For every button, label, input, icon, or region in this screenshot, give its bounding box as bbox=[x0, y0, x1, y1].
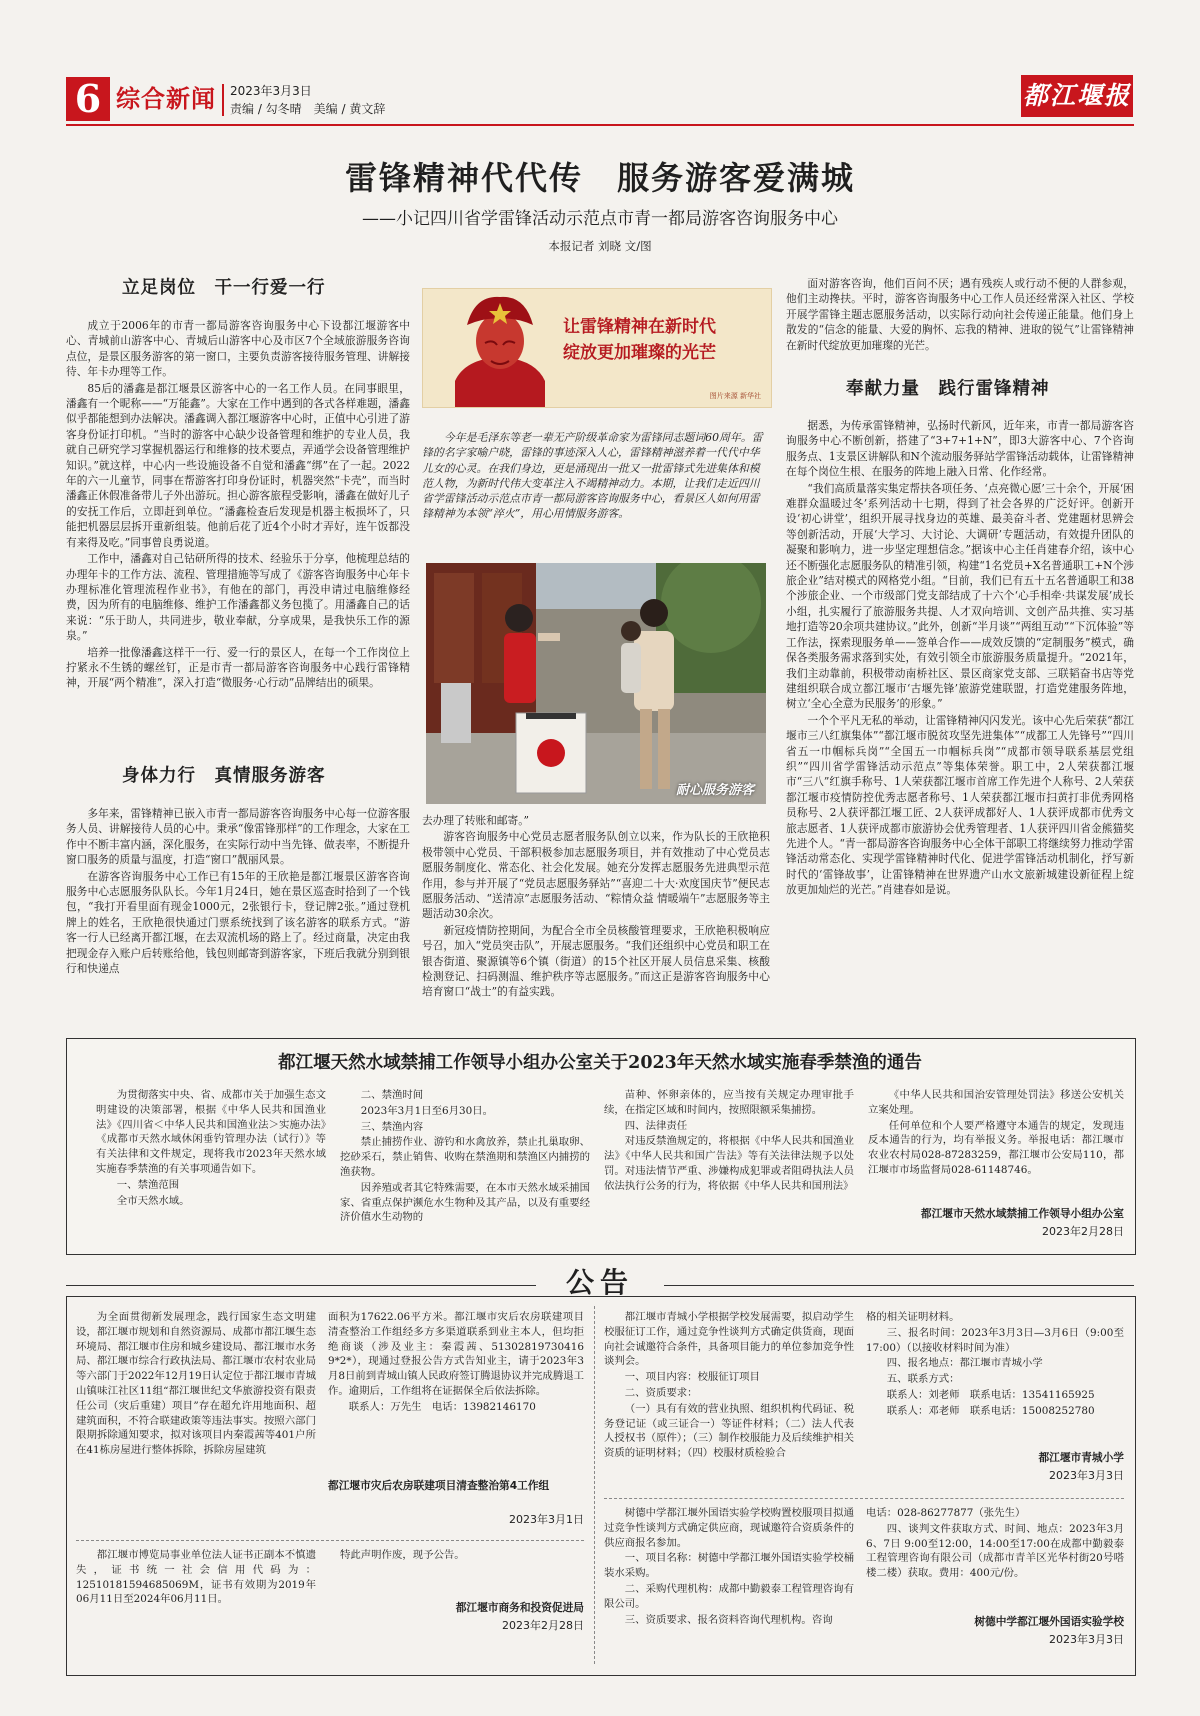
gonggao-block2-text bbox=[76, 1548, 316, 1608]
notice-col-3 bbox=[604, 1088, 854, 1195]
paragraph: 一个个平凡无私的举动，让雷锋精神闪闪发光。该中心先后荣获“都江堰市三八红旗集体”“都江堰市脱贫攻坚先进集体”“成都工人先锋号”“四川省五一巾帼标兵岗”“全国五一巾帼标兵岗”“成都市领导联系基层党组织”“四川省学雷锋活动示范点”等集体荣誉。职工中，2人荣获都江堰市“三八”红旗手称号、1人荣获都江堰市首席工作先进个人称号、2人荣获都江堰市疫情防控优秀志愿者称号、1人荣获都江堰市扫黄打非优秀网格员称号、2人获评都江堰工匠、2人获评成都好人、1人获评成都市优秀文旅志愿者、1人获评成都市旅游协会优秀管理者、1人获评四川省金熊猫奖先进个人。“青一都局游客咨询服务中心全体干部职工将继续努力推动学雷锋活动常态化、实现学雷锋精神时代化、促进学雷锋活动机制化，抒写新时代的‘雷锋故事’，让雷锋精神在世界遗产山水文旅新城建设新征程上绽放更加灿烂的光芒。”肖建春如是说。 bbox=[786, 713, 1134, 897]
paragraph: 三、资质要求、报名资料咨询代理机构。咨询 bbox=[624, 1613, 833, 1626]
gonggao-block4-col1 bbox=[604, 1506, 854, 1628]
gonggao-block4-col2 bbox=[866, 1506, 1124, 1582]
paragraph: 多年来，雷锋精神已嵌入市青一都局游客咨询服务中心每一位游客服务人员、讲解接待人员的心中。秉承“像雷锋那样”的工作理念，大家在工作中不断丰富内涵，深化服务，在实际行动中当先锋、做表率，不断提升窗口服务的质量与温度，打造“窗口”靓丽风景。 bbox=[66, 807, 410, 867]
notice-signature: 都江堰市天然水域禁捕工作领导小组办公室 bbox=[920, 1207, 1124, 1220]
middle-column-body bbox=[422, 813, 770, 1001]
paragraph: 四、谈判文件获取方式、时间、地点：2023年3月6、7日 9:00至12:00，14:00至17:00在成都中勤毅泰工程管理咨询有限公司（成都市青羊区光华村街20号嗒楼二楼）获取。费用：400元/份。 bbox=[866, 1522, 1124, 1580]
paragraph: 任何单位和个人要严格遵守本通告的规定，发现违反本通告的行为，均有举报义务。举报电话：都江堰市农业农村局028-87283259，都江堰市公安局110，都江堰市市场监督局028-61148746。 bbox=[868, 1119, 1124, 1176]
section-heading-3: 奉献力量 践行雷锋精神 bbox=[846, 379, 1050, 399]
banner-credit: 图片来源 新华社 bbox=[709, 392, 761, 400]
lei-feng-banner bbox=[422, 288, 772, 408]
paragraph: 85后的潘鑫是都江堰景区游客中心的一名工作人员。在同事眼里，潘鑫有一个昵称——“万能鑫”。大家在工作中遇到的各式各样难题，潘鑫似乎都能想到办法解决。潘鑫调入都江堰游客中心时，正值中心引进了游客身份证打印机。“当时的游客中心缺少设备管理和维护的专业人员，我就自己研究学习掌握机器运行和维修的技术要点，弄通学会设备管理维护知识。”就这样，中心内一些设施设备不自觉和潘鑫“绑”在了一起。2022年的六一儿童节，同事在帮游客打印身份证时，机器突然“卡壳”，而当时潘鑫正休假准备带儿子外出游玩。担心游客旅程受影响，潘鑫在做好儿子的安抚工作后，立即赶到单位。“潘鑫检查后发现是机器主板损坏了，只能把机器层层拆开重新组装。他前后花了近4个小时才弄好，连午饭都没有来得及吃。”同事曾良勇说道。 bbox=[66, 381, 410, 549]
header-rule bbox=[66, 124, 1134, 126]
paragraph: 在游客咨询服务中心工作已有15年的王欣艳是都江堰景区游客咨询服务中心志愿服务队队长。今年1月24日，她在景区巡查时拾到了一个钱包，“我打开看里面有现金1000元，2张银行卡，登记牌2张。”通过登机牌上的姓名，王欣艳很快通过门票系统找到了该名游客的联系方式。“游客一行人已经离开都江堰，在去双流机场的路上了。经过商量，决定由我把现金存入账户后转账给他，钱包则邮寄到游客家，下班后我就分别到银行和快递点 bbox=[66, 869, 410, 976]
gonggao-block2-date: 2023年2月28日 bbox=[502, 1619, 584, 1632]
article-subtitle: ——小记四川省学雷锋活动示范点市青一都局游客咨询服务中心 bbox=[362, 209, 838, 229]
paragraph: 工作中，潘鑫对自己钻研所得的技术、经验乐于分享，他梳理总结的办理年卡的工作方法、流程、管理措施等写成了《游客咨询服务中心年卡办理标准化管理流程作业书》，有他在的部门，再没申请过电脑维修经费，因为所有的电脑维修、维护工作潘鑫都义务包揽了。用潘鑫自己的话来说：“乐于助人，共同进步，敬业奉献，分享成果，是我快乐工作的源泉。” bbox=[66, 552, 410, 643]
right-top-body bbox=[786, 276, 1134, 354]
gonggao-divider-left bbox=[76, 1540, 584, 1541]
section-2-body bbox=[66, 806, 410, 977]
paragraph: 三、报名时间：2023年3月3日—3月6日（9:00至17:00）（以接收材料时间为准） bbox=[866, 1326, 1124, 1354]
article-title: 雷锋精神代代传 服务游客爱满城 bbox=[344, 159, 855, 197]
paragraph: “我们高质量落实集定帮扶各项任务、‘点亮微心愿’三十余个，开展‘困难群众温暖过冬’系列活动十七期，得到了社会各界的广泛好评。创新开设‘初心讲堂’，组织开展寻找身边的英雄、最美奋斗者、党建题材思辨会等创新活动，开展‘大学习、大讨论、大调研’专题活动，有效提升团队的凝聚和影响力，进一步坚定理想信念。”据该中心主任肖建春介绍，该中心还不断强化志愿服务队的精准引领，构建“1名党员+X名普通职工+N个涉旅企业”结对模式的网格党小组。“目前，我们已有五十五名普通职工和38个涉旅企业、一个市级部门党支部结成了十六个‘心手相牵·共谋发展’成长小组，扎实履行了旅游服务共提、人才双向培训、文创产品共推、实习基地打造等20余项共建协议。”此外，创新“半月谈”“两组互动”“下沉体验”等工作法，探索现服务单——签单合作——成效反馈的“定制服务”模式，确保各类服务需求落到实处，有效引领全市旅游服务质量提升。“2021年，我们主动靠前，积极带动南桥社区、景区商家党支部、三联韬奋书店等党建组织联合成立都江堰市‘古堰先锋’旅游党建联盟，打造党建服务阵地，树立‘全心全意为民服务’的形象。” bbox=[786, 481, 1134, 711]
gonggao-title: 公告 bbox=[565, 1266, 634, 1299]
gonggao-block2-signature: 都江堰市商务和投资促进局 bbox=[455, 1601, 584, 1614]
lead-paragraph: 今年是毛泽东等老一辈无产阶级革命家为雷锋同志题词60周年。雷锋的名字家喻户晓，雷锋的事迹深入人心，雷锋精神滋养着一代代中华儿女的心灵。在我们身边，更是涌现出一批又一批雷锋式先进集体和模范人物，为新时代伟大变革注入不竭精神动力。本期，让我们走近四川省学雷锋活动示范点市青一都局游客咨询服务中心，看景区人如何用雷锋精神为本领“淬火”，用心用情服务游客。 bbox=[422, 431, 763, 521]
notice-date: 2023年2月28日 bbox=[1042, 1225, 1124, 1238]
paragraph: 格的相关证明材料。 bbox=[866, 1311, 960, 1323]
gonggao-divider-vertical bbox=[594, 1306, 595, 1664]
paragraph: 四、报名地点：都江堰市青城小学 bbox=[886, 1357, 1043, 1370]
paragraph: 三、禁渔内容 bbox=[360, 1120, 424, 1133]
paragraph: 据悉，为传承雷锋精神，弘扬时代新风，近年来，市青一都局游客咨询服务中心不断创新，搭建了“3+7+1+N”，即3大游客中心、7个咨询服务点、1支景区讲解队和N个流动服务驿站学雷锋活动载体，让雷锋精神在每个岗位生根、在服务的阵地上融入日常、化作经常。 bbox=[786, 419, 1134, 479]
gonggao-block3-col2 bbox=[866, 1310, 1124, 1420]
photo-caption: 耐心服务游客 bbox=[675, 783, 754, 798]
paragraph: 一、项目名称：树德中学都江堰外国语实验学校桶装水采购。 bbox=[604, 1552, 854, 1580]
paragraph: 四、法律责任 bbox=[624, 1119, 688, 1132]
section-name: 综合新闻 bbox=[116, 85, 216, 113]
gonggao-block3-signature: 都江堰市青城小学 bbox=[1038, 1451, 1124, 1464]
paragraph: 一、禁渔范围 bbox=[116, 1178, 180, 1191]
gonggao-block3-col1 bbox=[604, 1310, 854, 1462]
paragraph: 联系人：邓老师 联系电话：15008252780 bbox=[886, 1404, 1095, 1417]
paragraph: （一）具有有效的营业执照、组织机构代码证、税务登记证（或三证合一）等证件材料；（二）法人代表人授权书（原件）；（三）制作校服能力及后续维护相关资质的证明材料；（四）校服材质检验合 bbox=[604, 1402, 854, 1460]
notice-col-2 bbox=[340, 1088, 590, 1226]
page-number: 6 bbox=[66, 77, 110, 121]
gonggao-block1-signature: 都江堰市灾后农房联建项目清查整治第4工作组 bbox=[328, 1479, 550, 1492]
article-byline: 本报记者 刘晓 文/图 bbox=[548, 239, 652, 253]
paragraph: 为贯彻落实中央、省、成都市关于加强生态文明建设的决策部署，根据《中华人民共和国渔业法》《四川省＜中华人民共和国渔业法＞实施办法》《成都市天然水域休闲垂钓管理办法（试行）》等有关法律和文件规定，现将我市2023年天然水域实施春季禁渔的有关事项通告如下。 bbox=[96, 1089, 326, 1175]
section-heading-2: 身体力行 真情服务游客 bbox=[122, 766, 326, 786]
paragraph: 因养殖或者其它特殊需要，在本市天然水域采捕国家、省重点保护濒危水生物种及其产品，以及有重要经济价值水生动物的 bbox=[340, 1181, 590, 1224]
gonggao-block1-date: 2023年3月1日 bbox=[509, 1513, 584, 1526]
paragraph: 面积为17622.06平方米。都江堰市灾后农房联建项目清查整治工作组经多方多渠道联系到业主本人，但均拒绝商谈（涉及业主：秦霞茜、51302819730416 9*2*），现通过登报公告方式告知业主，请于2023年3月8日前到青城山镇人民政府签订腾退协议并完成腾退工作。逾期后，工作组将在证据保全后依法拆除。 bbox=[328, 1311, 584, 1397]
gonggao-rule-right bbox=[664, 1285, 1134, 1286]
paragraph: 面对游客咨询，他们百问不厌；遇有残疾人或行动不便的人群参观，他们主动搀扶。平时，游客咨询服务中心工作人员还经常深入社区、学校开展学雷锋主题志愿服务活动，以实际行动向社会传递正能量。他们身上散发的“信念的能量、大爱的胸怀、忘我的精神、进取的锐气”让雷锋精神在新时代绽放更加璀璨的光芒。 bbox=[786, 277, 1134, 352]
paragraph: 特此声明作废，现予公告。 bbox=[340, 1549, 465, 1561]
paragraph: 游客咨询服务中心党员志愿者服务队创立以来，作为队长的王欣艳积极带领中心党员、干部积极参加志愿服务项目，并有效推动了中心党员志愿服务制度化、常态化、社会化发展。她充分发挥志愿服务先进典型示范作用，参与并开展了“党员志愿服务驿站”“喜迎二十大·欢度国庆节”便民志愿服务活动、“送清凉”志愿服务活动、“粽情众益 情暖端午”志愿服务等主题活动30余次。 bbox=[422, 830, 770, 921]
paragraph: 二、采购代理机构：成都中勤毅泰工程管理咨询有限公司。 bbox=[604, 1582, 854, 1610]
paragraph: 苗种、怀卵亲体的，应当按有关规定办理审批手续，在指定区域和时间内，按照限额采集捕捞。 bbox=[604, 1089, 854, 1116]
paragraph: 培养一批像潘鑫这样干一行、爱一行的景区人，在每一个工作岗位上拧紧永不生锈的螺丝钉，正是市青一都局游客咨询服务中心践行雷锋精神，开展“两个精准”，深入打造“微服务·心行动”品牌结出的硕果。 bbox=[66, 645, 410, 690]
paragraph: 树德中学都江堰外国语实验学校购置校服项目拟通过竞争性谈判方式确定供应商，现诚邀符合资质条件的供应商报名参加。 bbox=[604, 1507, 854, 1549]
paragraph: 新冠疫情防控期间，为配合全市全员核酸管理要求，王欣艳积极响应号召，加入“党员突击队”，开展志愿服务。“我们还组织中心党员和职工在银杏街道、聚源镇等6个镇（街道）的15个社区开展人员信息采集、核酸检测登记、扫码测温、维护秩序等志愿服务。”而这正是游客咨询服务中心培育窗口“战士”的有益实践。 bbox=[422, 923, 770, 999]
contact: 联系人：万先生 电话：13982146170 bbox=[348, 1400, 536, 1413]
paragraph: 联系人：刘老师 联系电话：13541165925 bbox=[886, 1388, 1095, 1401]
gonggao-block1-col1 bbox=[76, 1310, 316, 1459]
paragraph: 《中华人民共和国治安管理处罚法》移送公安机关立案处理。 bbox=[868, 1089, 1124, 1116]
paragraph: 全市天然水域。 bbox=[116, 1194, 190, 1207]
paragraph: 二、禁渔时间 bbox=[360, 1089, 424, 1101]
gonggao-divider-right bbox=[604, 1498, 1124, 1499]
paragraph: 禁止捕捞作业、游钓和水禽放养，禁止扎巢取卵、挖砂采石，禁止销售、收购在禁渔期和禁渔区内捕捞的渔获物。 bbox=[340, 1136, 590, 1178]
lei-feng-portrait-icon bbox=[445, 289, 555, 407]
banner-line-2: 绽放更加璀璨的光芒 bbox=[563, 343, 716, 363]
paragraph: 2023年3月1日至6月30日。 bbox=[360, 1104, 494, 1117]
notice-title: 都江堰天然水域禁捕工作领导小组办公室关于2023年天然水域实施春季禁渔的通告 bbox=[278, 1053, 922, 1073]
gonggao-block4-date: 2023年3月3日 bbox=[1049, 1633, 1124, 1646]
paragraph: 去办理了转账和邮寄。” bbox=[422, 814, 529, 827]
paragraph: 五、联系方式： bbox=[886, 1373, 960, 1386]
gonggao-block4-signature: 树德中学都江堰外国语实验学校 bbox=[974, 1615, 1124, 1628]
paragraph: 为全面贯彻新发展理念，践行国家生态文明建设，都江堰市规划和自然资源局、成都市都江堰生态环境局、都江堰市住房和城乡建设局、都江堰市水务局、都江堰市综合行政执法局、都江堰市农村农业局等六部门于2022年12月19日认定位于都江堰市青城山镇味江社区11组“都江堰世纪文华旅游投资有限责任公司（灾后重建）项目”存在超允许用地面积、超建筑面积，不符合联建政策等违法事实。按照六部门限期拆除通知要求，拟对该项目内秦霞茜等401户所在41栋房屋进行整体拆除，拆除房屋建筑 bbox=[76, 1311, 316, 1457]
banner-line-1: 让雷锋精神在新时代 bbox=[563, 317, 716, 337]
gonggao-block3-date: 2023年3月3日 bbox=[1049, 1469, 1124, 1482]
notice-col-4 bbox=[868, 1088, 1124, 1179]
section-heading-1: 立足岗位 干一行爱一行 bbox=[122, 278, 326, 298]
section-1-body bbox=[66, 318, 410, 692]
paragraph: 都江堰市博览局事业单位法人证书正副本不慎遗失，证书统一社会信用代码为：12510181594685069M，证书有效期为2019年06月11日至2024年06月11日。 bbox=[76, 1549, 316, 1606]
issue-date: 2023年3月3日 bbox=[230, 84, 312, 98]
paragraph: 二、资质要求： bbox=[624, 1386, 698, 1399]
header-divider bbox=[222, 84, 224, 116]
paragraph: 都江堰市青城小学根据学校发展需要，拟启动学生校服征订工作，通过竞争性谈判方式确定供货商，现面向社会诚邀符合条件，具备项目能力的单位参加竞争性谈判会。 bbox=[604, 1311, 854, 1368]
paragraph: 成立于2006年的市青一都局游客咨询服务中心下设都江堰游客中心、青城前山游客中心、青城后山游客中心及市区7个全域旅游服务咨询点位，是景区服务游客的第一窗口，主要负责游客接待服务管理、讲解接待、年卡办理等工作。 bbox=[66, 319, 410, 379]
masthead-logo: 都江堰报 bbox=[1021, 75, 1133, 117]
paragraph: 对违反禁渔规定的，将根据《中华人民共和国渔业法》《中华人民共和国广告法》等有关法律法规予以处罚。对违法情节严重、涉嫌构成犯罪或者阻碍执法人员依法执行公务的行为，将依据《中华人民共和国刑法》 bbox=[604, 1135, 854, 1192]
tourist-service-photo bbox=[426, 563, 766, 804]
editors: 责编 / 勾冬晴 美编 / 黄文辞 bbox=[230, 102, 386, 116]
section-3-body bbox=[786, 418, 1134, 899]
gonggao-rule-left bbox=[66, 1285, 536, 1286]
gonggao-block1-col2 bbox=[328, 1310, 584, 1416]
gonggao-block2-end bbox=[340, 1548, 584, 1564]
paragraph: 一、项目内容：校服征订项目 bbox=[624, 1371, 760, 1384]
notice-col-1 bbox=[96, 1088, 326, 1209]
paragraph: 电话：028-86277877（张先生） bbox=[866, 1507, 1026, 1519]
article-photo bbox=[426, 563, 766, 804]
